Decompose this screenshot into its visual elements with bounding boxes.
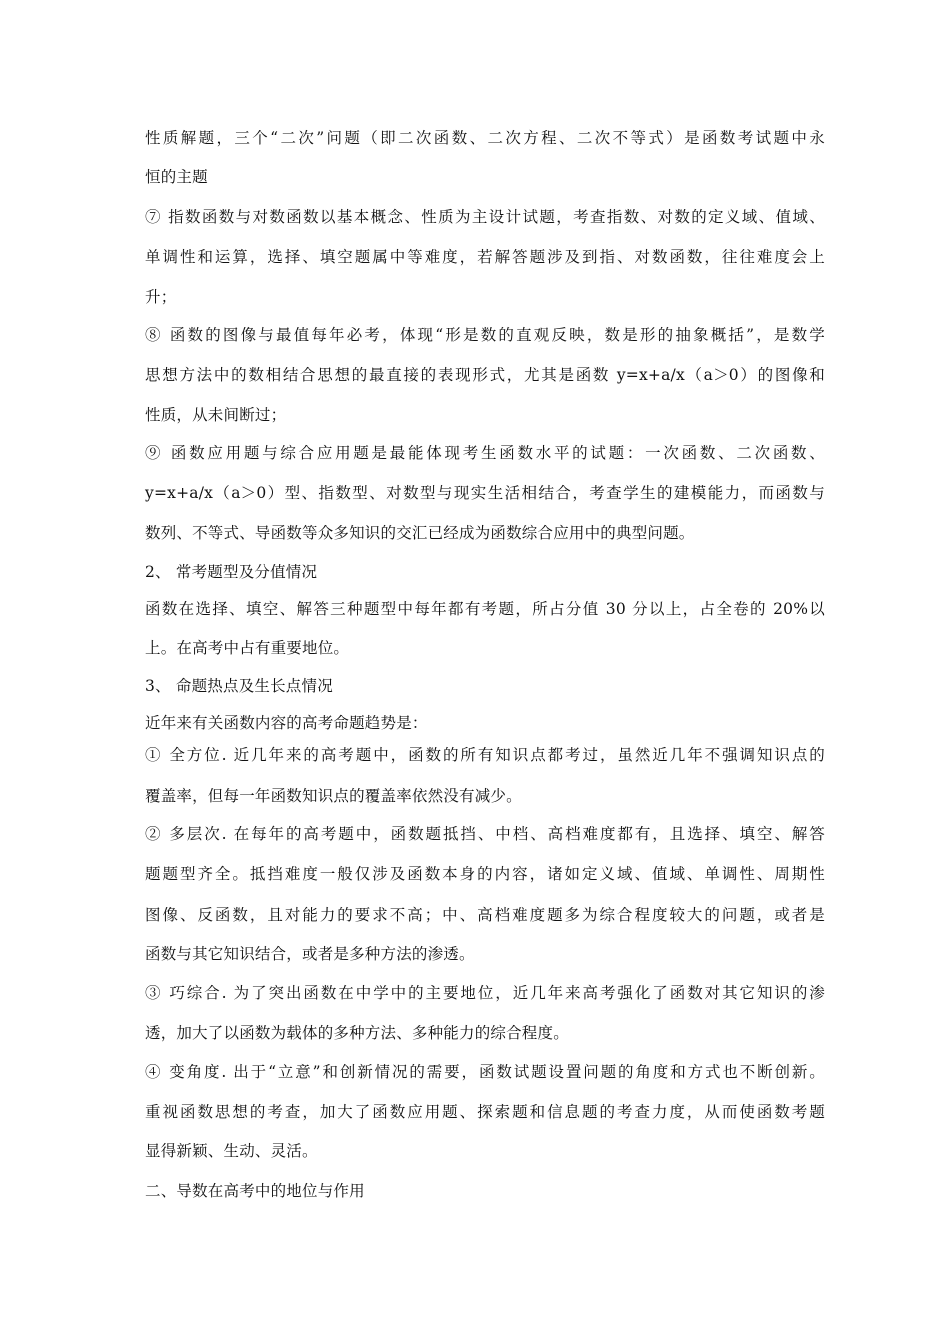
text-line: ① 全方位. 近几年来的高考题中，函数的所有知识点都考过，虽然近几年不强调知识点的 — [145, 746, 825, 764]
text-line: ③ 巧综合. 为了突出函数在中学中的主要地位，近几年来高考强化了函数对其它知识的渗 — [145, 984, 825, 1002]
text-line: 性质解题，三个“二次”问题（即二次函数、二次方程、二次不等式）是函数考试题中永 — [145, 129, 825, 147]
text-line: y=x+a/x（a＞0）型、指数型、对数型与现实生活相结合，考查学生的建模能力，而函数与 — [145, 484, 825, 502]
text-line: ⑦ 指数函数与对数函数以基本概念、性质为主设计试题，考查指数、对数的定义域、值域、 — [145, 208, 825, 226]
text-line: ④ 变角度. 出于“立意”和创新情况的需要，函数试题设置问题的角度和方式也不断创新。 — [145, 1063, 825, 1081]
text-line: 单调性和运算，选择、填空题属中等难度，若解答题涉及到指、对数函数，往往难度会上 — [145, 248, 825, 266]
text-line: 函数在选择、填空、解答三种题型中每年都有考题，所占分值 30 分以上，占全卷的 20%以 — [145, 600, 825, 618]
text-line: 上。在高考中占有重要地位。 — [145, 639, 350, 657]
text-line: 数列、不等式、导函数等众多知识的交汇已经成为函数综合应用中的典型问题。 — [145, 524, 695, 542]
text-line: ⑧ 函数的图像与最值每年必考，体现“形是数的直观反映，数是形的抽象概括”，是数学 — [145, 326, 825, 344]
text-line: 函数与其它知识结合，或者是多种方法的渗透。 — [145, 945, 475, 963]
section-heading: 3、 命题热点及生长点情况 — [145, 677, 333, 695]
text-line: 图像、反函数，且对能力的要求不高；中、高档难度题多为综合程度较大的问题，或者是 — [145, 906, 825, 924]
section-heading: 二、导数在高考中的地位与作用 — [145, 1182, 365, 1200]
text-line: 透，加大了以函数为载体的多种方法、多种能力的综合程度。 — [145, 1024, 569, 1042]
text-line: 思想方法中的数相结合思想的最直接的表现形式，尤其是函数 y=x+a/x（a＞0）的图像和 — [145, 366, 825, 384]
text-line: 性质，从未间断过； — [145, 406, 287, 424]
text-line: ② 多层次. 在每年的高考题中，函数题抵挡、中档、高档难度都有，且选择、填空、解答 — [145, 825, 825, 843]
text-line: 近年来有关函数内容的高考命题趋势是： — [145, 714, 428, 732]
text-line: 恒的主题 — [145, 168, 208, 186]
section-heading: 2、 常考题型及分值情况 — [145, 563, 318, 581]
text-line: 覆盖率，但每一年函数知识点的覆盖率依然没有减少。 — [145, 787, 522, 805]
text-line: 显得新颖、生动、灵活。 — [145, 1142, 318, 1160]
text-line: 重视函数思想的考查，加大了函数应用题、探索题和信息题的考查力度，从而使函数考题 — [145, 1103, 825, 1121]
text-line: 升； — [145, 288, 177, 306]
text-line: 题题型齐全。抵挡难度一般仅涉及函数本身的内容，诸如定义域、值域、单调性、周期性 — [145, 865, 825, 883]
text-line: ⑨ 函数应用题与综合应用题是最能体现考生函数水平的试题：一次函数、二次函数、 — [145, 444, 825, 462]
